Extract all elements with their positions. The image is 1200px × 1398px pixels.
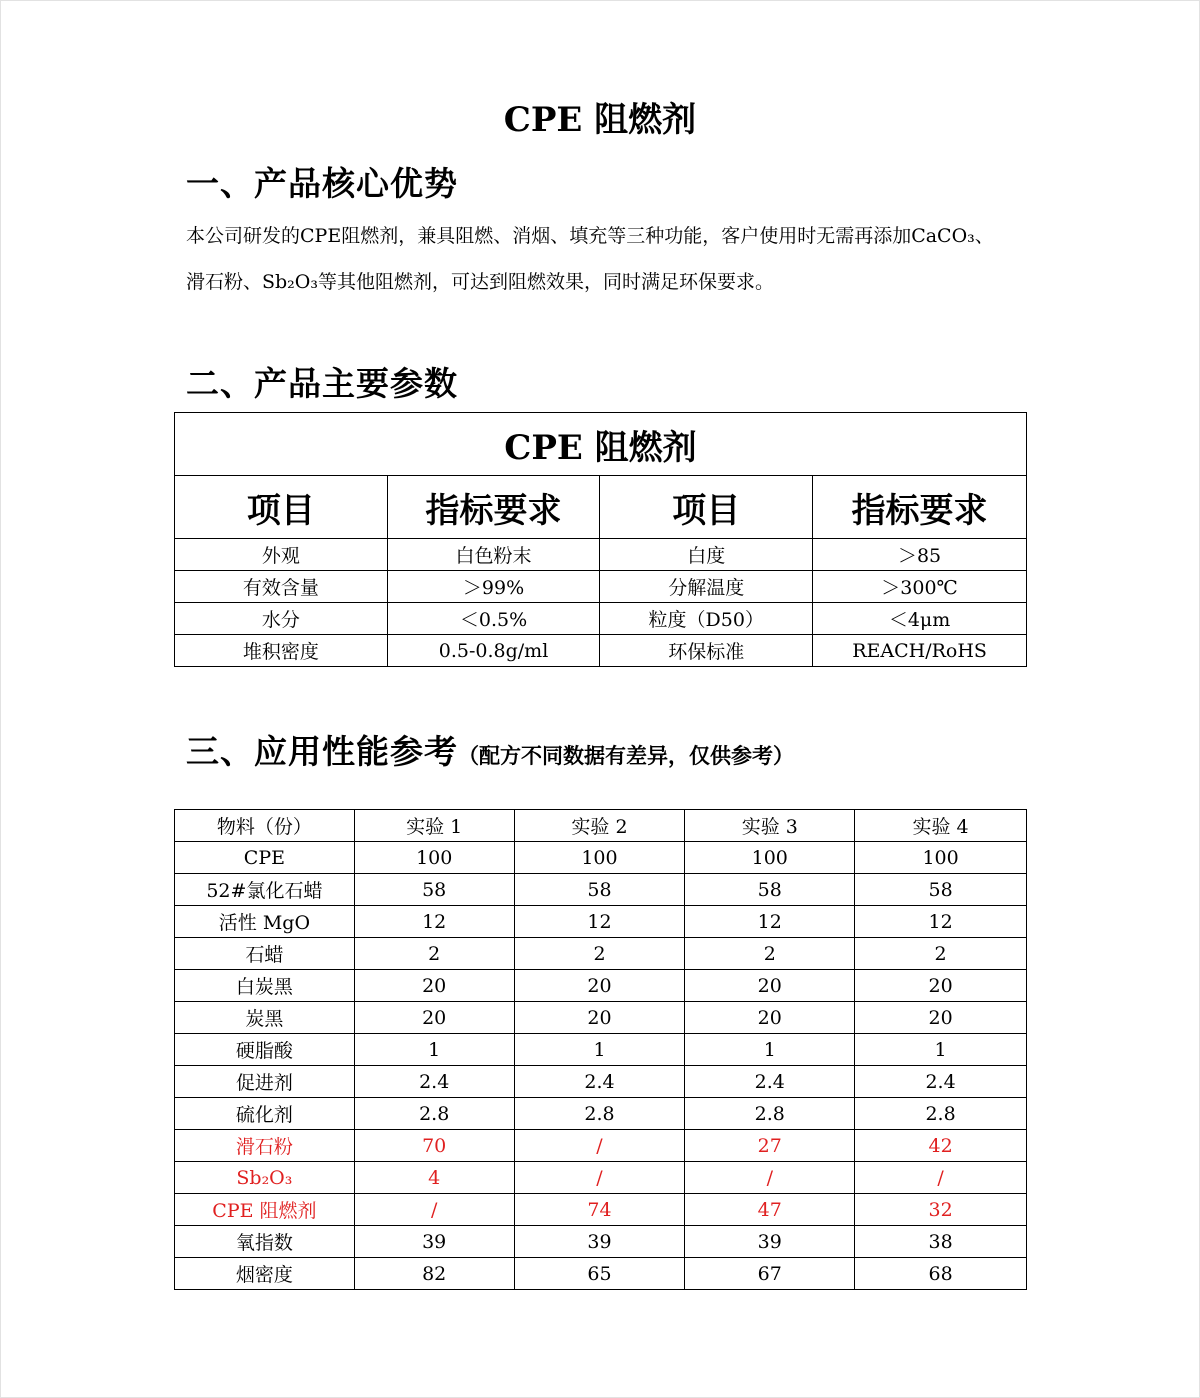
- perf-cell-exp3: 20: [685, 970, 855, 1002]
- section3-heading: [186, 726, 794, 773]
- param-cell: 有效含量: [175, 571, 388, 603]
- parameters-table-title: CPE 阻燃剂: [175, 413, 1027, 476]
- perf-cell-exp2: 2.4: [514, 1066, 685, 1098]
- perf-cell-exp4: 2.8: [855, 1098, 1027, 1130]
- section3-heading-note: （配方不同数据有差异，仅供参考）: [458, 744, 794, 768]
- perf-cell-exp2: 65: [514, 1258, 685, 1290]
- perf-header-row: [175, 810, 1027, 842]
- perf-cell-exp4: 58: [855, 874, 1027, 906]
- perf-row: [175, 874, 1027, 906]
- perf-header-cell: 物料（份）: [175, 810, 355, 842]
- document-title: CPE 阻燃剂: [503, 100, 697, 140]
- perf-cell-exp3: 100: [685, 842, 855, 874]
- perf-cell-material: CPE: [175, 842, 355, 874]
- perf-header-cell: 实验 1: [354, 810, 514, 842]
- param-cell: ＞99%: [387, 571, 600, 603]
- perf-header-cell: 实验 3: [685, 810, 855, 842]
- section1-paragraph-line1: 本公司研发的CPE阻燃剂，兼具阻燃、消烟、填充等三种功能，客户使用时无需再添加CaCO₃、: [186, 225, 994, 247]
- perf-cell-exp1: 100: [354, 842, 514, 874]
- perf-cell-exp4: 12: [855, 906, 1027, 938]
- perf-cell-exp4: 100: [855, 842, 1027, 874]
- param-row: [175, 603, 1027, 635]
- perf-cell-exp2: 20: [514, 970, 685, 1002]
- perf-cell-exp2: /: [514, 1130, 685, 1162]
- param-cell: 堆积密度: [175, 635, 388, 667]
- perf-cell-exp1: 70: [354, 1130, 514, 1162]
- perf-cell-exp4: 42: [855, 1130, 1027, 1162]
- perf-cell-exp2: 1: [514, 1034, 685, 1066]
- param-cell: 环保标准: [600, 635, 813, 667]
- perf-cell-exp1: 2.8: [354, 1098, 514, 1130]
- perf-cell-material: 硬脂酸: [175, 1034, 355, 1066]
- section3-heading-text: 三、应用性能参考: [186, 732, 458, 771]
- perf-cell-exp2: /: [514, 1162, 685, 1194]
- perf-cell-exp1: 4: [354, 1162, 514, 1194]
- perf-cell-material: 52#氯化石蜡: [175, 874, 355, 906]
- performance-table: [174, 809, 1027, 1290]
- perf-cell-exp4: 20: [855, 1002, 1027, 1034]
- perf-cell-exp3: 27: [685, 1130, 855, 1162]
- perf-row: [175, 1130, 1027, 1162]
- perf-cell-exp1: 12: [354, 906, 514, 938]
- perf-cell-material: 氧指数: [175, 1226, 355, 1258]
- perf-cell-exp3: 2.4: [685, 1066, 855, 1098]
- perf-cell-exp1: 82: [354, 1258, 514, 1290]
- perf-cell-exp4: /: [855, 1162, 1027, 1194]
- perf-cell-exp4: 2.4: [855, 1066, 1027, 1098]
- perf-cell-exp4: 68: [855, 1258, 1027, 1290]
- perf-cell-exp4: 38: [855, 1226, 1027, 1258]
- perf-row: [175, 970, 1027, 1002]
- perf-row: [175, 1194, 1027, 1226]
- perf-cell-exp1: 20: [354, 1002, 514, 1034]
- perf-cell-exp3: 12: [685, 906, 855, 938]
- param-header-item-2: 项目: [600, 476, 813, 539]
- param-cell: 粒度（D50）: [600, 603, 813, 635]
- param-cell: ＞300℃: [813, 571, 1027, 603]
- perf-cell-exp3: 47: [685, 1194, 855, 1226]
- perf-cell-exp3: /: [685, 1162, 855, 1194]
- perf-cell-material: 烟密度: [175, 1258, 355, 1290]
- perf-row: [175, 842, 1027, 874]
- perf-cell-exp2: 2: [514, 938, 685, 970]
- perf-cell-exp1: 2.4: [354, 1066, 514, 1098]
- perf-cell-exp2: 2.8: [514, 1098, 685, 1130]
- param-cell: 外观: [175, 539, 388, 571]
- perf-cell-exp2: 58: [514, 874, 685, 906]
- perf-cell-exp1: /: [354, 1194, 514, 1226]
- perf-row: [175, 1098, 1027, 1130]
- param-cell: ＜4μm: [813, 603, 1027, 635]
- perf-cell-exp3: 2: [685, 938, 855, 970]
- perf-cell-material: 硫化剂: [175, 1098, 355, 1130]
- perf-header-cell: 实验 4: [855, 810, 1027, 842]
- perf-cell-exp4: 32: [855, 1194, 1027, 1226]
- perf-cell-material: 促进剂: [175, 1066, 355, 1098]
- perf-row: [175, 1226, 1027, 1258]
- param-cell: 白色粉末: [387, 539, 600, 571]
- parameters-table: [174, 412, 1027, 667]
- param-header-spec-2: 指标要求: [813, 476, 1027, 539]
- section2-heading: 二、产品主要参数: [186, 364, 458, 403]
- perf-cell-exp2: 74: [514, 1194, 685, 1226]
- perf-row: [175, 1258, 1027, 1290]
- param-row: [175, 635, 1027, 667]
- perf-row: [175, 1002, 1027, 1034]
- perf-cell-exp3: 1: [685, 1034, 855, 1066]
- perf-row: [175, 1162, 1027, 1194]
- perf-cell-exp1: 58: [354, 874, 514, 906]
- param-cell: 分解温度: [600, 571, 813, 603]
- perf-header-cell: 实验 2: [514, 810, 685, 842]
- perf-cell-exp4: 1: [855, 1034, 1027, 1066]
- param-cell: REACH/RoHS: [813, 635, 1027, 667]
- perf-cell-exp4: 2: [855, 938, 1027, 970]
- perf-cell-material: 石蜡: [175, 938, 355, 970]
- perf-cell-material: 白炭黑: [175, 970, 355, 1002]
- param-row: [175, 539, 1027, 571]
- param-header-item-1: 项目: [175, 476, 388, 539]
- param-header-spec-1: 指标要求: [387, 476, 600, 539]
- perf-cell-material: Sb₂O₃: [175, 1162, 355, 1194]
- perf-row: [175, 1034, 1027, 1066]
- perf-cell-exp4: 20: [855, 970, 1027, 1002]
- perf-cell-exp3: 2.8: [685, 1098, 855, 1130]
- perf-row: [175, 938, 1027, 970]
- perf-cell-exp1: 39: [354, 1226, 514, 1258]
- param-cell: 水分: [175, 603, 388, 635]
- perf-cell-material: 滑石粉: [175, 1130, 355, 1162]
- section1-paragraph-line2: 滑石粉、Sb₂O₃等其他阻燃剂，可达到阻燃效果，同时满足环保要求。: [186, 271, 774, 293]
- perf-cell-material: 炭黑: [175, 1002, 355, 1034]
- perf-cell-material: CPE 阻燃剂: [175, 1194, 355, 1226]
- perf-cell-exp1: 20: [354, 970, 514, 1002]
- perf-cell-exp2: 39: [514, 1226, 685, 1258]
- perf-cell-exp2: 20: [514, 1002, 685, 1034]
- perf-cell-exp3: 67: [685, 1258, 855, 1290]
- perf-cell-exp2: 12: [514, 906, 685, 938]
- param-cell: 白度: [600, 539, 813, 571]
- perf-cell-exp3: 58: [685, 874, 855, 906]
- param-cell: 0.5-0.8g/ml: [387, 635, 600, 667]
- perf-row: [175, 906, 1027, 938]
- param-cell: ＜0.5%: [387, 603, 600, 635]
- perf-cell-exp3: 20: [685, 1002, 855, 1034]
- perf-cell-exp3: 39: [685, 1226, 855, 1258]
- section1-heading: 一、产品核心优势: [186, 164, 458, 203]
- perf-cell-exp2: 100: [514, 842, 685, 874]
- param-cell: ＞85: [813, 539, 1027, 571]
- perf-cell-exp1: 2: [354, 938, 514, 970]
- perf-row: [175, 1066, 1027, 1098]
- param-row: [175, 571, 1027, 603]
- perf-cell-material: 活性 MgO: [175, 906, 355, 938]
- perf-cell-exp1: 1: [354, 1034, 514, 1066]
